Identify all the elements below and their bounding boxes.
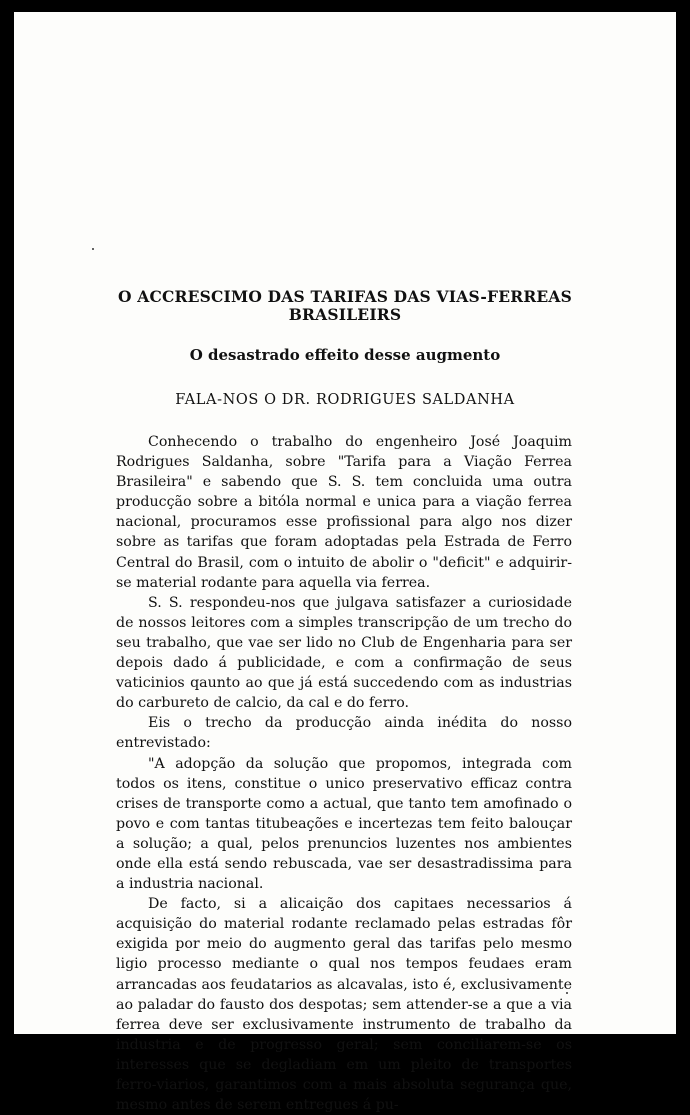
paragraph-2: S. S. respondeu-nos que julgava satisfazer a curiosidade de nossos leitores com a simples transcripção de um trecho do seu trabalho, que vae ser lido no Club de Engenharia para ser depois dado á publicidade, e com a confirmação de seus vaticinios qaunto ao que já está succedendo com as industrias do carbureto de calcio, da cal e do ferro. xyxy=(116,594,572,712)
paragraph-3: Eis o trecho da producção ainda inédita do nosso entrevistado: xyxy=(116,715,572,752)
article-title-line-2: BRASILEIRS xyxy=(288,305,402,324)
interview-heading: FALA-NOS O DR. RODRIGUES SALDANHA xyxy=(175,392,515,408)
document-page xyxy=(14,12,676,1114)
paragraph-1: Conhecendo o trabalho do engenheiro José Joaquim Rodrigues Saldanha, sobre "Tarifa para a Viação Ferrea Brasileira" e sabendo que S. S. tem concluida uma outra producção sobre a bitóla normal e unica para a viação ferrea nacional, procuramos esse profissional para algo nos dizer sobre as tarifas que foram adoptadas pela Estrada de Ferro Central do Brasil, com o intuito de abolir o "deficit" e adquirir-se material rodante para aquella via ferrea. xyxy=(116,434,572,591)
article-subtitle: O desastrado effeito desse augmento xyxy=(189,346,501,364)
article-title-line-1: O ACCRESCIMO DAS TARIFAS DAS VIAS-FERREAS xyxy=(117,287,573,306)
article-body xyxy=(116,432,572,1115)
print-speck xyxy=(92,248,94,250)
paragraph-5: De facto, si a alicaição dos capitaes necessarios á acquisição do material rodante reclamado pelas estradas fôr exigida por meio do augmento geral das tarifas pelo mesmo ligio processo mediante o qual nos tempos feudaes eram arrancadas aos feudatarios as alcavalas, isto é, exclusivamente ao paladar do fausto dos despotas; sem attender-se a que a via ferrea deve ser exclusivamente instrumento de trabalho da industria e de progresso geral; sem conciliarem-se os interesses que se degladiam em um pleito de transportes ferro-viarios, garantimos com a mais absoluta segurança que, mesmo antes de serem entregues á pu- xyxy=(116,896,572,1114)
paragraph-4: "A adopção da solução que propomos, integrada com todos os itens, constitue o unico preservativo efficaz contra crises de transporte como a actual, que tanto tem amofinado o povo e com tantas titubeações e incertezas tem feito balouçar a solução; a qual, pelos prenuncios luzentes nos ambientes onde ella está sendo rebuscada, vae ser desastradissima para a industria nacional. xyxy=(116,755,572,893)
article-title xyxy=(14,288,676,324)
